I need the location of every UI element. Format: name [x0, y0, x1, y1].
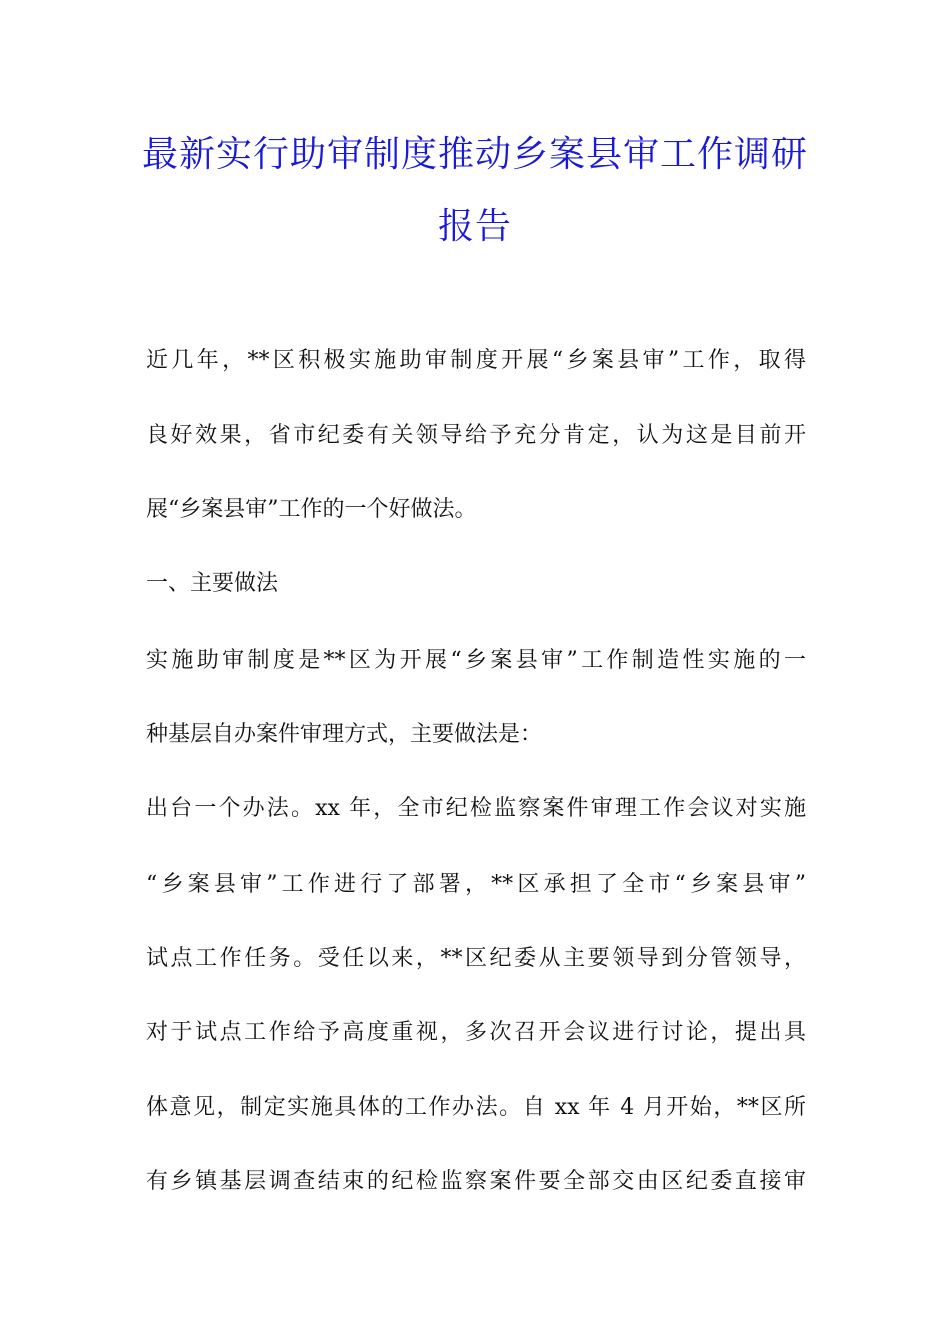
- document-title-line-2: 报告: [437, 206, 512, 247]
- body-text-line-11: 体意见，制定实施具体的工作办法。自 xx 年 4 月开始，**区所: [146, 1095, 806, 1120]
- body-text-line-10: 对于试点工作给予高度重视，多次召开会议进行讨论，提出具: [146, 1020, 806, 1045]
- body-text-line-6: 种基层自办案件审理方式，主要做法是：: [146, 722, 543, 747]
- document-title-line-1: 最新实行助审制度推动乡案县审工作调研: [141, 134, 808, 175]
- body-text-line-8: “乡案县审”工作进行了部署，**区承担了全市“乡案县审”: [146, 872, 806, 897]
- body-text-line-1: 近几年，**区积极实施助审制度开展“乡案县审”工作，取得: [146, 348, 806, 373]
- body-text-line-5: 实施助审制度是**区为开展“乡案县审”工作制造性实施的一: [146, 648, 806, 673]
- body-text-line-7: 出台一个办法。xx 年，全市纪检监察案件审理工作会议对实施: [146, 796, 806, 821]
- section-heading: 一、主要做法: [146, 571, 279, 596]
- body-text-line-12: 有乡镇基层调查结束的纪检监察案件要全部交由区纪委直接审: [146, 1169, 806, 1194]
- body-text-line-2: 良好效果，省市纪委有关领导给予充分肯定，认为这是目前开: [146, 423, 806, 448]
- body-text-line-9: 试点工作任务。受任以来，**区纪委从主要领导到分管领导，: [146, 946, 806, 971]
- body-text-line-3: 展“乡案县审”工作的一个好做法。: [146, 497, 477, 522]
